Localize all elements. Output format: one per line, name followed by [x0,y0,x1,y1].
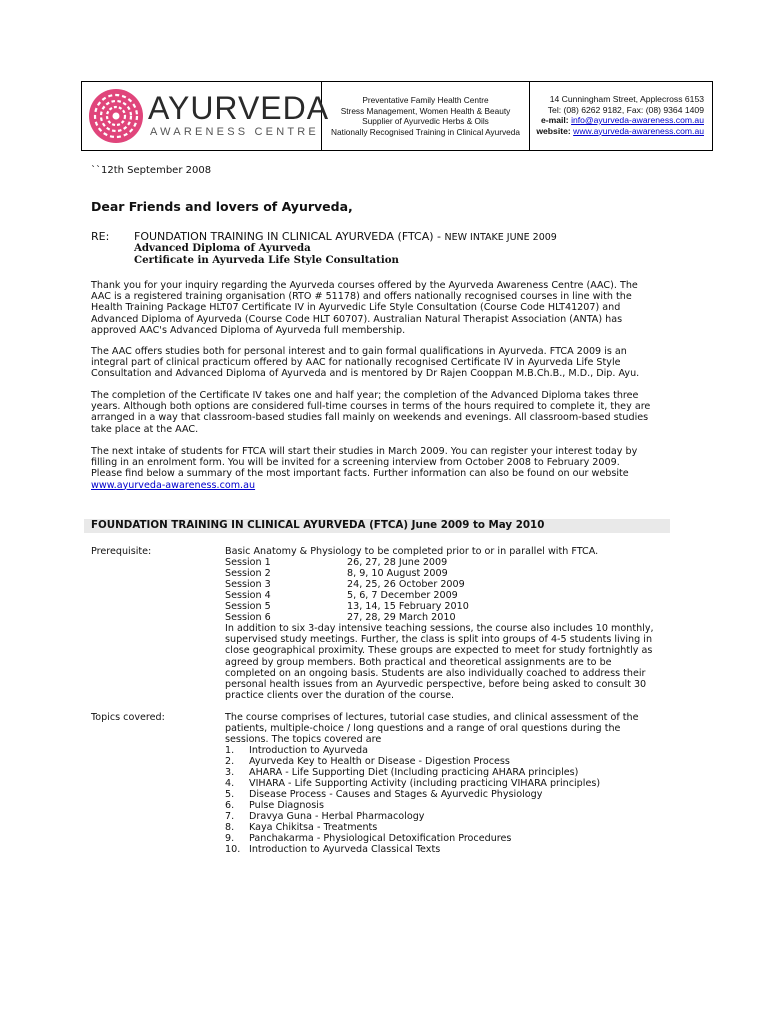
paragraph-line: take place at the AAC. [91,423,199,435]
website-body-link[interactable]: www.ayurveda-awareness.com.au [91,479,256,491]
prerequisite-details [225,623,654,701]
website-link[interactable]: www.ayurveda-awareness.com.au [573,125,704,136]
service-line: Nationally Recognised Training in Clinical Ayurveda [331,126,520,137]
website-label: website: [536,125,571,136]
re-title-text: FOUNDATION TRAINING IN CLINICAL AYURVEDA (FTCA) - [134,230,445,243]
paragraph-line: arranged in a way that classroom-based studies fall mainly on weekends and evenings. All classroom-based studies [91,412,649,424]
topic-item: Pulse Diagnosis [249,800,324,811]
re-intake: NEW INTAKE JUNE 2009 [444,232,557,243]
session-dates: 5, 6, 7 December 2009 [347,590,458,601]
topic-number: 2. [225,756,235,767]
paragraph-studies [91,346,691,380]
service-line: Supplier of Ayurvedic Herbs & Oils [362,116,489,126]
re-subtitle-certificate: Certificate in Ayurveda Life Style Consultation [134,254,399,266]
paragraph-line: Health Training Package HLT07 Certificate IV in Ayurvedic Life Style Consultation (Course Code HLT41207) and [91,302,621,314]
topic-number: 10. [225,844,241,855]
section-title: FOUNDATION TRAINING IN CLINICAL AYURVEDA (FTCA) June 2009 to May 2010 [91,519,545,531]
paragraph-intake [91,446,691,491]
topics-intro-line: sessions. The topics covered are [225,734,382,746]
greeting: Dear Friends and lovers of Ayurveda, [91,199,353,214]
topic-number: 1. [225,745,235,756]
paragraph-line: Please find below a summary of the most important facts. Further information can also be found on our website [91,468,629,480]
paragraph-line: Thank you for your inquiry regarding the Ayurveda courses offered by the Ayurveda Awareness Centre (AAC). The [91,280,638,291]
topics-intro [225,712,639,746]
topic-item: Ayurveda Key to Health or Disease - Digestion Process [249,756,510,767]
topic-item: Introduction to Ayurveda [249,745,368,756]
topic-number: 3. [225,767,235,778]
topic-item: Kaya Chikitsa - Treatments [249,822,378,833]
re-subtitle-diploma: Advanced Diploma of Ayurveda [134,242,311,254]
details-line: supervised study meetings. Further, the class is split into groups of 4-5 students living in [225,634,653,646]
letterhead [81,81,713,151]
paragraph-line: filling in an enrolment form. You will be invited for a screening interview from October 2008 to February 2009. [91,457,620,469]
email-label: e-mail: [540,115,569,125]
email-line [536,115,704,126]
session-dates: 27, 28, 29 March 2010 [347,612,456,623]
session-name: Session 6 [225,612,271,623]
letter-date: ``12th September 2008 [91,165,212,176]
details-line: personal health issues from an Ayurvedic perspective, before being asked to consult 30 [225,679,647,691]
details-line: agreed by group members. Both practical and theoretical assignments are to be [225,656,612,668]
details-line: close geographical proximity. These groups are expected to meet for study fortnightly as [225,645,653,657]
service-line: Preventative Family Health Centre [362,95,489,105]
topic-number: 7. [225,811,235,822]
paragraph-line: Advanced Diploma of Ayurveda (Course Code HLT 60707). Australian Natural Therapist Association (ANTA) has [91,313,623,325]
logo-block [82,82,330,150]
contact-block [530,82,712,150]
ayurveda-logo-icon [88,88,144,144]
brand-subtitle: AWARENESS CENTRE [150,126,319,138]
prerequisite-label: Prerequisite: [91,546,152,557]
paragraph-line: The AAC offers studies both for personal interest and to gain formal qualifications in Ayurveda. FTCA 2009 is an [91,346,627,357]
topic-item: Disease Process - Causes and Stages & Ayurvedic Physiology [249,789,543,800]
topic-number: 9. [225,833,235,844]
paragraph-line: approved AAC's Advanced Diploma of Ayurveda full membership. [91,324,406,336]
details-line: completed on an ongoing basis. Students are also individually coached to address their [225,667,646,679]
topic-number: 6. [225,800,235,811]
services-block [322,82,530,150]
email-link[interactable]: info@ayurveda-awareness.com.au [571,115,704,125]
session-name: Session 5 [225,601,271,612]
topic-number: 8. [225,822,235,833]
topic-item: AHARA - Life Supporting Diet (Including practicing AHARA principles) [249,767,579,778]
topic-number: 4. [225,778,235,789]
topics-intro-line: patients, multiple-choice / long questions and a range of oral questions during the [225,723,621,735]
session-name: Session 3 [225,579,271,590]
topic-item: Panchakarma - Physiological Detoxification Procedures [249,833,512,844]
paragraph-intro [91,280,691,336]
paragraph-line: integral part of clinical practicum offered by AAC for nationally recognised Certificate IV in Ayurveda Life Style [91,357,621,369]
re-label: RE: [91,230,110,243]
details-line: In addition to six 3-day intensive teaching sessions, the course also includes 10 monthly, [225,623,654,634]
topics-label: Topics covered: [91,712,165,723]
paragraph-line: The next intake of students for FTCA will start their studies in March 2009. You can register your interest today by [91,446,638,457]
topic-item: Dravya Guna - Herbal Pharmacology [249,811,425,822]
topics-intro-line: The course comprises of lectures, tutorial case studies, and clinical assessment of the [225,712,639,723]
service-line: Stress Management, Women Health & Beauty [340,105,511,116]
paragraph-line: years. Although both options are considered full-time courses in terms of the hours required to complete it, they are [91,401,651,413]
details-line: practice clients over the duration of the course. [225,690,455,702]
topic-number: 5. [225,789,235,800]
session-dates: 13, 14, 15 February 2010 [347,601,469,612]
brand-name: AYURVEDA [148,90,330,126]
address: 14 Cunningham Street, Applecross 6153 [549,94,704,104]
session-name: Session 1 [225,557,271,568]
topic-item: VIHARA - Life Supporting Activity (including practicing VIHARA principles) [249,778,601,789]
phone-fax: Tel: (08) 6262 9182, Fax: (08) 9364 1409 [547,104,704,115]
website-line [536,126,704,137]
session-dates: 26, 27, 28 June 2009 [347,557,448,568]
session-name: Session 4 [225,590,271,601]
session-name: Session 2 [225,568,271,579]
paragraph-completion [91,390,691,435]
prerequisite-text: Basic Anatomy & Physiology to be completed prior to or in parallel with FTCA. [225,546,599,557]
session-dates: 8, 9, 10 August 2009 [347,568,448,579]
session-dates: 24, 25, 26 October 2009 [347,579,465,590]
paragraph-line: AAC is a registered training organisation (RTO # 51178) and offers nationally recognised courses in line with the [91,291,632,303]
topic-item: Introduction to Ayurveda Classical Texts [249,844,441,855]
paragraph-line: The completion of the Certificate IV takes one and half year; the completion of the Advanced Diploma takes three [91,390,639,401]
paragraph-line: Consultation and Advanced Diploma of Ayurveda and is mentored by Dr Rajen Cooppan M.B.Ch.B., M.D., Dip. Ayu. [91,368,640,380]
